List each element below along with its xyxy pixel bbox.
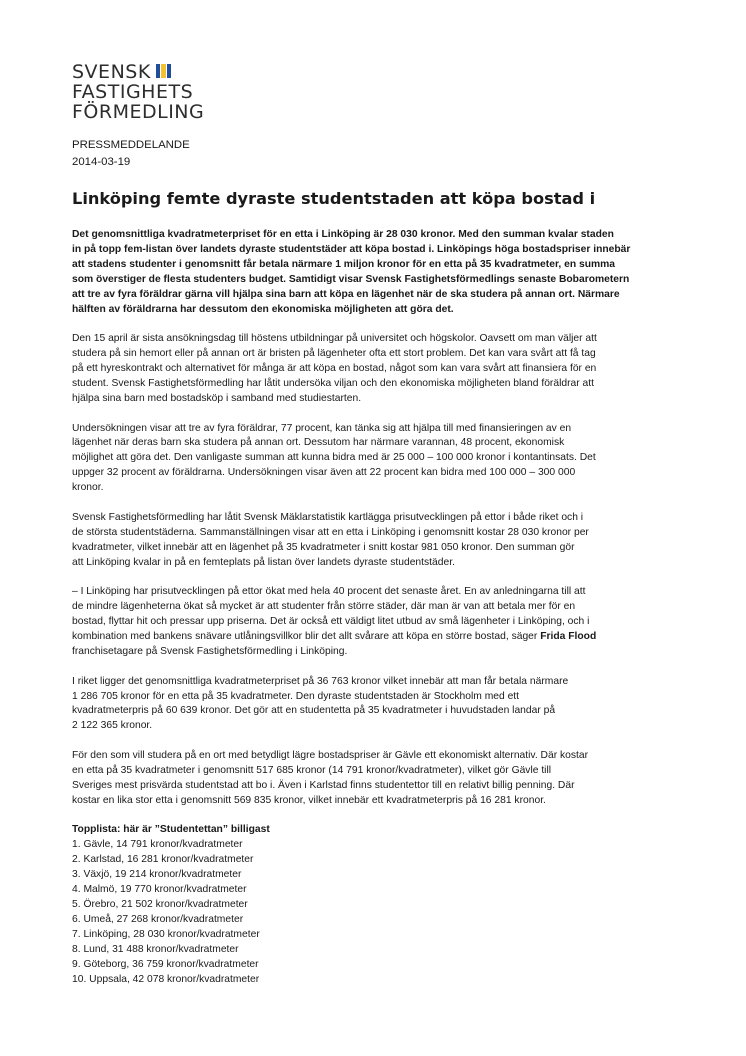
list-item: 7. Linköping, 28 030 kronor/kvadratmeter [72, 928, 260, 940]
lead-paragraph: Det genomsnittliga kvadratmeterpriset för en etta i Linköping är 28 030 kronor. Med den summan kvalar staden in på topp fem-listan över landets dyraste studentstäder att köpa bostad i. Linköpings höga bostadspriser innebär att stadens studenter i genomsnitt får betala närmare 1 miljon kronor för en etta på 35 kvadratmeter, en summa som överstiger de flesta studenters budget. Samtidigt visar Svensk Fastighetsförmedlings senaste Bobarometern att tre av fyra föräldrar gärna vill hjälpa sina barn att köpa en lägenhet när de ska studera på annan ort. Närmare hälften av föräldrarna har dessutom den ekonomiska möjligheten att göra det. [72, 229, 631, 315]
logo-line-3: FÖRMEDLING [72, 101, 205, 123]
paragraph-quote: – I Linköping har prisutvecklingen på ettor ökat med hela 40 procent det senaste året. En av anledningarna till att de mindre lägenheterna ökat så mycket är att studenter från större städer, där man är van att betala mer för en bostad, flyttar hit och pressar upp priserna. Det är också ett väldigt litet utbud av små lägenheter i Linköping, och i kombination med bankens snävare utlåningsvillkor blir det allt svårare att köpa en större bostad, säger Frida Flood franchisetagare på Svensk Fastighetsförmedling i Linköping. [72, 586, 597, 657]
paragraph-national-average: I riket ligger det genomsnittliga kvadratmeterpriset på 36 763 kronor vilket innebär att man får betala närmare 1 286 705 kronor för en etta på 35 kvadratmeter. Den dyraste studentstaden är Stockholm med ett kvadratmeterpris på 60 639 kronor. Det gör att en studentetta på 35 kvadratmeter i huvudstaden landar på 2 122 365 kronor. [72, 675, 569, 732]
list-item: 3. Växjö, 19 214 kronor/kvadratmeter [72, 869, 242, 881]
list-item: 1. Gävle, 14 791 kronor/kvadratmeter [72, 839, 243, 851]
list-item: 4. Malmö, 19 770 kronor/kvadratmeter [72, 884, 247, 896]
list-item: 8. Lund, 31 488 kronor/kvadratmeter [72, 943, 239, 955]
logo-line-1: SVENSK [72, 61, 151, 83]
document-type: PRESSMEDDELANDE [72, 139, 190, 151]
quoted-person-name: Frida Flood [540, 631, 597, 643]
article-body [72, 228, 684, 987]
headline: Linköping femte dyraste studentstaden att köpa bostad i [72, 189, 596, 208]
toplist-title: Topplista: här är ”Studentettan” billigast [72, 824, 270, 836]
company-logo [72, 62, 204, 122]
list-item: 10. Uppsala, 42 078 kronor/kvadratmeter [72, 973, 260, 985]
publish-date: 2014-03-19 [72, 156, 131, 168]
list-item: 5. Örebro, 21 502 kronor/kvadratmeter [72, 899, 248, 911]
logo-line-2: FASTIGHETS [72, 81, 194, 103]
paragraph-cheapest-cities: För den som vill studera på en ort med betydligt lägre bostadspriser är Gävle ett ekonomiskt alternativ. Där kostar en etta på 35 kvadratmeter i genomsnitt 517 685 kronor (14 791 kronor/kvadratmeter), vilket gör Gävle till Sveriges mest prisvärda studentstad att bo i. Även i Karlstad finns studentettor till en relativt billig penning. Där kostar en lika stor etta i genomsnitt 569 835 kronor, vilket innebär ett kvadratmeterpris på 16 281 kronor. [72, 750, 589, 806]
toplist [72, 838, 684, 987]
list-item: 9. Göteborg, 36 759 kronor/kvadratmeter [72, 958, 259, 970]
paragraph-price-statistics: Svensk Fastighetsförmedling har låtit Svensk Mäklarstatistik kartlägga prisutvecklingen på ettor i både riket och i de största studentstäderna. Sammanställningen visar att en etta i Linköping i genomsnitt kostar 28 030 kronor per kvadratmeter, vilket innebär att en lägenhet på 35 kvadratmeter i snitt kostar 981 050 kronor. Den summan gör att Linköping kvalar in på en femteplats på listan över landets dyraste studentstäder. [72, 511, 589, 568]
list-item: 6. Umeå, 27 268 kronor/kvadratmeter [72, 913, 244, 925]
paragraph-application-deadline: Den 15 april är sista ansökningsdag till höstens utbildningar på universitet och högskolor. Oavsett om man väljer att studera på sin hemort eller på annan ort är bristen på lägenheter ofta ett stort problem. Det kan vara svårt att få tag på ett hyreskontrakt och alternativet för många är att köpa en bostad, något som kan vara svårt att finansiera för en student. Svensk Fastighetsförmedling har låtit undersöka viljan och den ekonomiska möjligheten bland föräldrar att hjälpa sina barn med bostadsköp i samband med studiestarten. [72, 333, 597, 404]
swedish-flag-icon [156, 64, 171, 78]
document-meta [72, 137, 190, 171]
paragraph-survey-results: Undersökningen visar att tre av fyra föräldrar, 77 procent, kan tänka sig att hjälpa till med finansieringen av en lägenhet när deras barn ska studera på annan ort. Dessutom har närmare varannan, 48 procent, ekonomisk möjlighet att göra det. Den vanligaste summan att kunna bidra med är 25 000 – 100 000 kronor i kontantinsats. Det uppger 32 procent av föräldrarna. Undersökningen visar även att 22 procent kan bidra med 100 000 – 300 000 kronor. [72, 422, 596, 494]
list-item: 2. Karlstad, 16 281 kronor/kvadratmeter [72, 854, 254, 866]
